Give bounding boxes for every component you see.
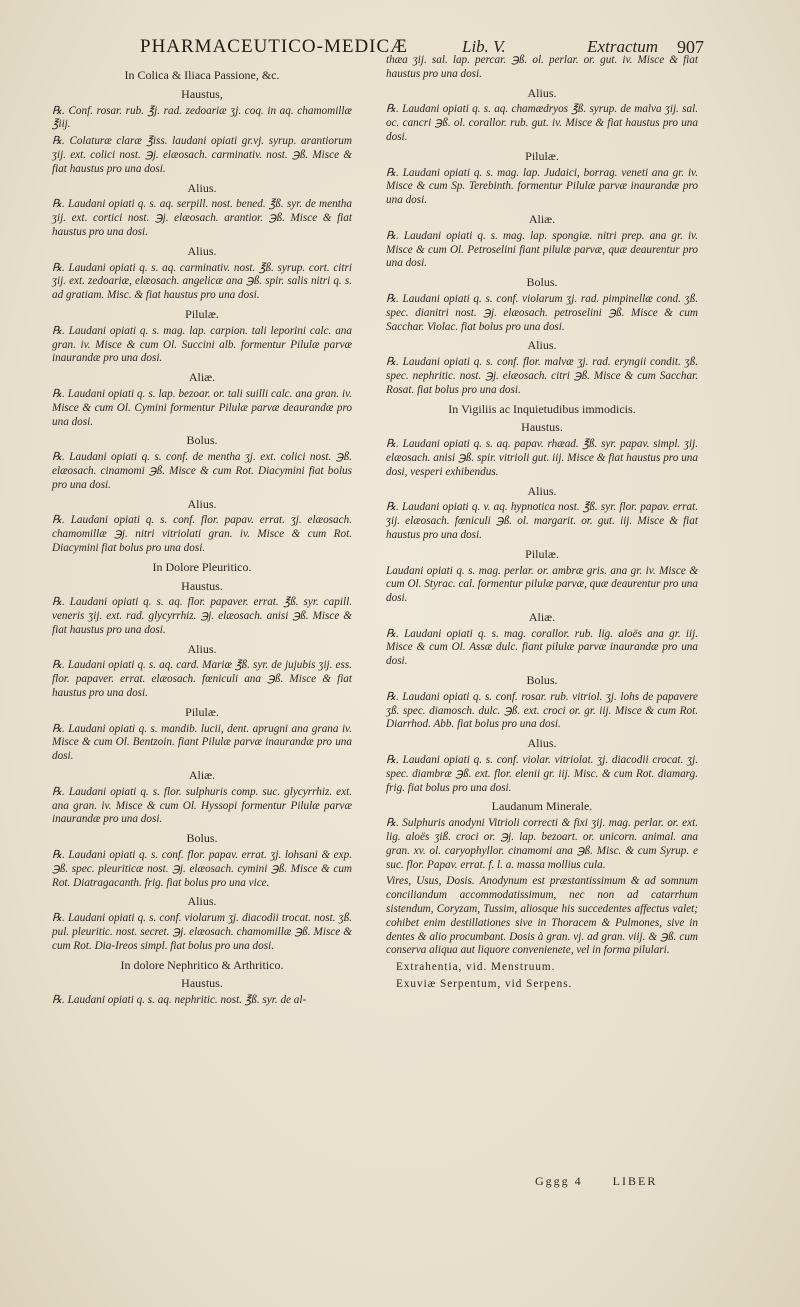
recipe-paragraph: ℞. Laudani opiati q. s. mag. corallor. rub. lig. aloës ana gr. iij. Misce & cum Ol. Assæ dulc. fiant pilulæ parvæ inaurandæ pro una dosi. [386,627,698,668]
section-heading: In Dolore Pleuritico. [152,559,252,574]
recipe-paragraph: ℞. Colaturæ claræ ℥iss. laudani opiati gr.vj. syrup. arantiorum ʒij. ext. colici nost. ℈j. elæosach. carminativ. nost. ℈ß. Misce & fiat haustus pro una dosi. [52,135,352,175]
recipe-paragraph: ℞. Conf. rosar. rub. ℥j. rad. zedoariæ ʒj. coq. in aq. chamomillæ ℥iij. [52,104,352,131]
section-heading: Alius. [187,243,217,258]
section-heading: Bolus. [186,433,218,448]
recipe-paragraph: ℞. Laudani opiati q. s. conf. violarum ʒj. diacodii trocat. nost. ʒß. pul. pleuritic. nost. secret. ℈j. elæosach. chamomillæ ℈ß. Misce & cum Rot. Dia-Ireos simpl. fiat bolus pro una dosi. [52,912,352,952]
section-heading: Alius. [187,641,217,656]
recipe-paragraph: Vires, Usus, Dosis. Anodynum est præstantissimum & ad somnum conciliandum accommodatissimum, nec non ad catarrhum sistendum, Coryzam, Tussim, aliosque his succedentes affectus valet; cohibet enim destillationes sive in Thoracem & Pulmones, sive in dentes & alio procumbant. Dosis à gran. vj. ad gran. viij. & ℈ß. cum conserva aliqua aut liquore convenienete, vel in forma pilulari. [386,875,698,957]
right-column [386,54,698,995]
recipe-paragraph: ℞. Laudani opiati q. s. aq. papav. rhæad. ℥ß. syr. papav. simpl. ʒij. elæosach. anisi ℈ß. spir. vitrioli gut. iij. Misce & fiat haustus pro una dosi, vesperi exhibendus. [386,438,698,478]
section-heading: In Colica & Iliaca Passione, &c. [124,68,280,82]
signature-mark [535,1174,657,1189]
section-heading: Alius. [527,483,557,498]
recipe-paragraph: ℞. Laudani opiati q. s. aq. card. Mariæ ℥ß. syr. de jujubis ʒij. ess. flor. papaver. errat. elæosach. fœniculi ana ℈ß. Misce & fiat haustus pro una dosi. [52,659,352,700]
recipe-paragraph: ℞. Laudani opiati q. s. aq. chamædryos ℥ß. syrup. de malva ʒij. sal. oc. cancri ℈ß. ol. corallor. rub. gut. iv. Misce & fiat haustus pro una dosi. [386,103,698,143]
recipe-paragraph: thæa ʒij. sal. lap. percar. ℈ß. ol. perlar. or. gut. iv. Misce & fiat haustus pro una dosi. [386,54,698,80]
recipe-paragraph: ℞. Laudani opiati q. s. aq. serpill. nost. bened. ℥ß. syr. de mentha ʒij. ext. cortici nost. ℈j. elæosach. arantior. ℈ß. Misce & fiat haustus pro una dosi. [52,198,352,238]
section-heading: Alius. [527,338,557,353]
section-heading: Aliæ. [188,370,216,385]
recipe-paragraph: ℞. Laudani opiati q. s. conf. flor. papav. errat. ʒj. lohsani & exp. ℈ß. spec. pleuriticæ nost. ℈j. elæosach. cymini ℈ß. Misce & cum Rot. Diatragacanth. frig. fiat bolus pro una vice. [52,849,352,889]
recipe-paragraph: ℞. Laudani opiati q. s. aq. carminativ. nost. ℥ß. syrup. cort. citri ʒij. ext. zedoariæ, elæosach. angelicæ ana ℈ß. spir. salis nitri q. s. ad gratiam. Misc. & fiat haustus pro una dosi. [52,261,352,302]
section-heading: Alius. [527,736,557,751]
section-heading: Aliæ. [188,768,216,783]
section-heading: Pilulæ. [525,546,559,561]
section-title: Extractum [587,37,658,56]
section-heading: Alius. [187,180,217,195]
section-heading: Pilulæ. [185,704,219,719]
recipe-paragraph: ℞. Laudani opiati q. s. conf. violar. vitriolat. ʒj. diacodii crocat. ʒj. spec. diambræ ℈ß. ext. flor. elenii gr. iij. Misc. & cum Rot. diamarg. frig. fiat bolus pro una dosi. [386,754,698,794]
recipe-paragraph: ℞. Laudani opiati q. s. conf. violarum ʒj. rad. pimpinellæ cond. ʒß. spec. dianitri nost. ℈j. elæosach. petroselini ℈ß. Misce & cum Sacchar. Violac. fiat bolus pro una dosi. [386,292,698,333]
recipe-paragraph: ℞. Laudani opiati q. s. mag. lap. Judaici, borrag. veneti ana gr. iv. Misce & cum Sp. Terebinth. formentur Pilulæ parvæ inaurandæ pro una dosi. [386,166,698,207]
recipe-paragraph: ℞. Laudani opiati q. s. conf. flor. malvæ ʒj. rad. eryngii condit. ʒß. spec. nephritic. nost. ℈j. elæosach. citri ℈ß. Misce & cum Sacchar. Rosat. fiat bolus pro una dosi. [386,356,698,396]
section-heading: Bolus. [526,673,558,688]
section-heading: Laudanum Minerale. [491,799,593,814]
recipe-paragraph: ℞. Laudani opiati q. s. mag. lap. carpion. tali leporini calc. ana gran. iv. Misce & cum Ol. Succini alb. formentur Pilulæ parvæ inaurandæ pro una dosi. [52,324,352,365]
recipe-paragraph: ℞. Laudani opiati q. s. lap. bezoar. or. tali suilli calc. ana gran. iv. Misce & cum Ol. Cymini formentur Pilulæ parvæ deaurandæ pro una dosi. [52,387,352,428]
recipe-paragraph: ℞. Laudani opiati q. s. aq. nephritic. nost. ℥ß. syr. de al- [52,994,307,1007]
section-heading: In Vigiliis ac Inquietudibus immodicis. [448,401,636,416]
section-heading: Pilulæ. [185,306,219,321]
section-heading: Alius. [187,894,217,909]
section-heading: Alius. [527,85,557,100]
page-number: 907 [677,37,704,57]
section-heading: Pilulæ. [525,148,559,163]
recipe-paragraph: ℞. Laudani opiati q. s. mag. lap. spongiæ. nitri prep. ana gr. iv. Misce & cum Ol. Petroselini fiant pilulæ parvæ, quæ deaurentur pro una dosi. [386,229,698,270]
section-heading: Haustus. [181,976,223,991]
section-heading: Bolus. [186,831,218,846]
recipe-paragraph: ℞. Laudani opiati q. s. conf. de mentha ʒj. ext. colici nost. ℈ß. elæosach. cinamomi ℈ß. Misce & cum Rot. Diacymini fiat bolus pro una dosi. [52,451,352,491]
recipe-paragraph: ℞. Laudani opiati q. s. flor. sulphuris comp. suc. glycyrrhiz. ext. ana gran. iv. Misce & cum Ol. Hyssopi formentur Pilulæ parvæ inaurandæ pro una dosi. [52,785,352,826]
recipe-paragraph: ℞. Laudani opiati q. s. mandib. lucii, dent. aprugni ana grana iv. Misce & cum Ol. Bentzoin. fiant Pilulæ parvæ inaurandæ pro una dosi. [52,722,352,763]
recipe-paragraph: ℞. Laudani opiati q. s. conf. flor. papav. errat. ʒj. elæosach. chamomillæ ℈j. nitri vitriolati gran. iv. Misce & cum Rot. Diacymini fiat bolus pro una dosi. [52,514,352,554]
signature: Gggg 4 [535,1174,583,1188]
left-column [52,64,352,1011]
recipe-paragraph: ℞. Laudani opiati q. v. aq. hypnotica nost. ℥ß. syr. flor. papav. errat. ʒij. elæosach. fœniculi ℈ß. ol. margarit. or. gut. iij. Misce & fiat haustus pro una dosi. [386,501,698,541]
cross-reference: Exuviæ Serpentum, vid Serpens. [396,978,573,991]
recipe-paragraph: Laudani opiati q. s. mag. perlar. or. ambræ gris. ana gr. iv. Misce & cum Ol. Styrac. cal. formentur pilulæ parvæ, quæ deaurentur pro una dosi. [386,564,698,605]
cross-reference: Extrahentia, vid. Menstruum. [396,961,556,974]
section-heading: Haustus. [181,578,223,593]
section-heading: Aliæ. [528,609,556,624]
catchword: LIBER [612,1174,658,1188]
recipe-paragraph: ℞. Laudani opiati q. s. conf. rosar. rub. vitriol. ʒj. lohs de papavere ʒß. spec. diamosch. dulc. ℈ß. ext. croci or. gr. iij. Misce & cum Rot. Diarrhod. Abb. fiat bolus pro una dosi. [386,690,698,731]
section-heading: Alius. [187,496,217,511]
running-title: PHARMACEUTICO-MEDICÆ [140,36,409,57]
section-heading: In dolore Nephritico & Arthritico. [120,957,284,972]
book-number: Lib. V. [462,37,506,56]
section-heading: Haustus. [521,420,563,435]
recipe-paragraph: ℞. Sulphuris anodyni Vitrioli correcti & fixi ʒij. mag. perlar. or. ext. lig. aloës ʒiß. croci or. ℈j. lap. bezoart. or. unicorn. animal. ana gran. xv. ol. caryophyllor. cinamomi ana ℈ß. Misc. & cum Syrup. e suc. flor. Papav. errat. f. l. a. massa mollius cula. [386,817,698,871]
section-heading: Haustus, [181,86,223,101]
section-heading: Bolus. [526,275,558,290]
section-heading: Aliæ. [528,211,556,226]
recipe-paragraph: ℞. Laudani opiati q. s. aq. flor. papaver. errat. ℥ß. syr. capill. veneris ʒij. ext. rad. glycyrrhiz. ℈j. elæosach. anisi ℈ß. Misce & fiat haustus pro una dosi. [52,596,352,636]
